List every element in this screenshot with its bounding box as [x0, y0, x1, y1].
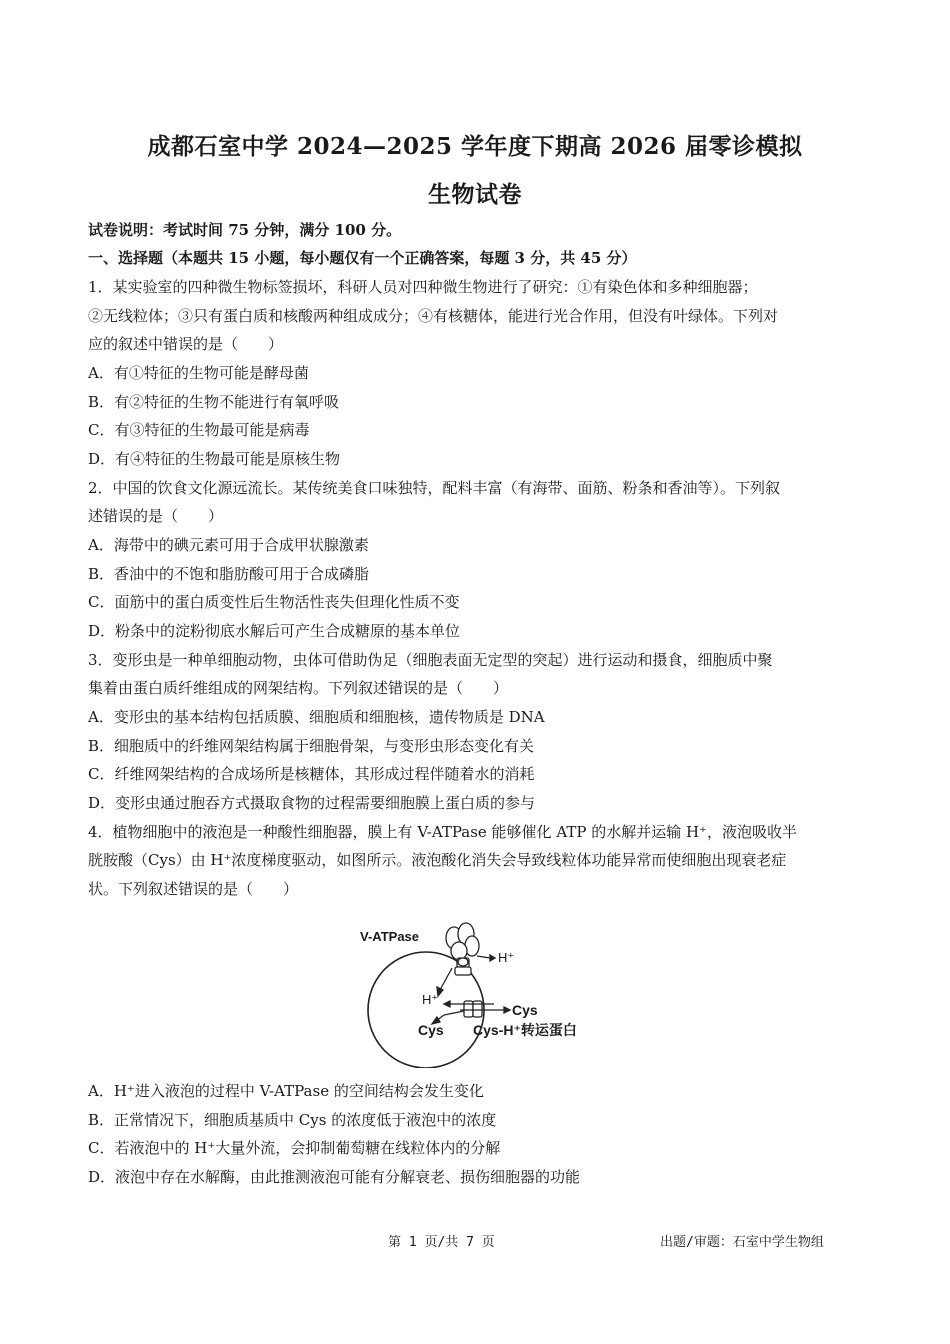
- question-4-stem-line: 状。下列叙述错误的是（ ）: [88, 880, 299, 898]
- question-2-stem-line: 2．中国的饮食文化源远流长。某传统美食口味独特，配料丰富（有海带、面筋、粉条和香油等）。下列叙: [88, 479, 781, 497]
- question-2-option-a: A．海带中的碘元素可用于合成甲状腺激素: [88, 536, 369, 554]
- question-4-option-c: C．若液泡中的 H⁺大量外流，会抑制葡萄糖在线粒体内的分解: [88, 1139, 501, 1157]
- page-number: 第 1 页/共 7 页: [388, 1235, 495, 1250]
- question-3-option-b: B．细胞质中的纤维网架结构属于细胞骨架，与变形虫形态变化有关: [88, 737, 535, 755]
- section-heading: 一、选择题（本题共 15 小题，每小题仅有一个正确答案，每题 3 分，共 45 分）: [88, 249, 637, 267]
- cys-inside-label: Cys: [418, 1022, 444, 1038]
- question-1-option-a: A．有①特征的生物可能是酵母菌: [88, 364, 309, 382]
- question-2-option-b: B．香油中的不饱和脂肪酸可用于合成磷脂: [88, 565, 370, 583]
- question-4-stem-line: 4．植物细胞中的液泡是一种酸性细胞器，膜上有 V-ATPase 能够催化 ATP 的水解并运输 H⁺，液泡吸收半: [88, 823, 797, 841]
- question-1-stem-line: 1．某实验室的四种微生物标签损坏，科研人员对四种微生物进行了研究：①有染色体和多种细胞器；: [88, 278, 758, 296]
- question-1-option-c: C．有③特征的生物最可能是病毒: [88, 421, 310, 439]
- question-1-option-d: D．有④特征的生物最可能是原核生物: [88, 450, 341, 468]
- question-3-option-c: C．纤维网架结构的合成场所是核糖体，其形成过程伴随着水的消耗: [88, 765, 535, 783]
- question-3-stem-line: 集着由蛋白质纤维组成的网架结构。下列叙述错误的是（ ）: [88, 679, 509, 697]
- h-plus-outside-label: H⁺: [498, 950, 515, 965]
- transporter-label: Cys-H⁺转运蛋白: [473, 1022, 577, 1038]
- footer-credit: 出题/审题：石室中学生物组: [660, 1235, 824, 1250]
- question-1-stem-line: 应的叙述中错误的是（ ）: [88, 335, 284, 353]
- question-3-stem-line: 3．变形虫是一种单细胞动物，虫体可借助伪足（细胞表面无定型的突起）进行运动和摄食，细胞质中聚: [88, 651, 773, 669]
- v-atpase-complex: [446, 923, 479, 975]
- question-1-stem-line: ②无线粒体；③只有蛋白质和核酸两种组成成分；④有核糖体，能进行光合作用，但没有叶绿体。下列对: [88, 307, 779, 325]
- question-3-option-d: D．变形虫通过胞吞方式摄取食物的过程需要细胞膜上蛋白质的参与: [88, 794, 536, 812]
- question-1-option-b: B．有②特征的生物不能进行有氧呼吸: [88, 393, 340, 411]
- question-4-option-b: B．正常情况下，细胞质基质中 Cys 的浓度低于液泡中的浓度: [88, 1111, 497, 1129]
- vacuole-diagram: [360, 918, 600, 1068]
- exam-instructions: 试卷说明：考试时间 75 分钟，满分 100 分。: [88, 221, 402, 239]
- exam-subject: 生物试卷: [428, 181, 522, 208]
- question-2-stem-line: 述错误的是（ ）: [88, 507, 224, 525]
- question-3-option-a: A．变形虫的基本结构包括质膜、细胞质和细胞核，遗传物质是 DNA: [88, 708, 545, 726]
- question-2-option-d: D．粉条中的淀粉彻底水解后可产生合成糖原的基本单位: [88, 622, 461, 640]
- question-2-option-c: C．面筋中的蛋白质变性后生物活性丧失但理化性质不变: [88, 593, 460, 611]
- question-4-option-a: A．H⁺进入液泡的过程中 V-ATPase 的空间结构会发生变化: [88, 1082, 484, 1100]
- question-4-option-d: D．液泡中存在水解酶，由此推测液泡可能有分解衰老、损伤细胞器的功能: [88, 1168, 581, 1186]
- question-4-stem-line: 胱胺酸（Cys）由 H⁺浓度梯度驱动，如图所示。液泡酸化消失会导致线粒体功能异常而使细胞出现衰老症: [88, 851, 787, 869]
- cys-outside-label: Cys: [512, 1002, 538, 1018]
- v-atpase-label: V-ATPase: [360, 929, 420, 944]
- h-plus-inside-label: H⁺: [422, 992, 439, 1007]
- exam-title: 成都石室中学 2024—2025 学年度下期高 2026 届零诊模拟: [147, 133, 803, 160]
